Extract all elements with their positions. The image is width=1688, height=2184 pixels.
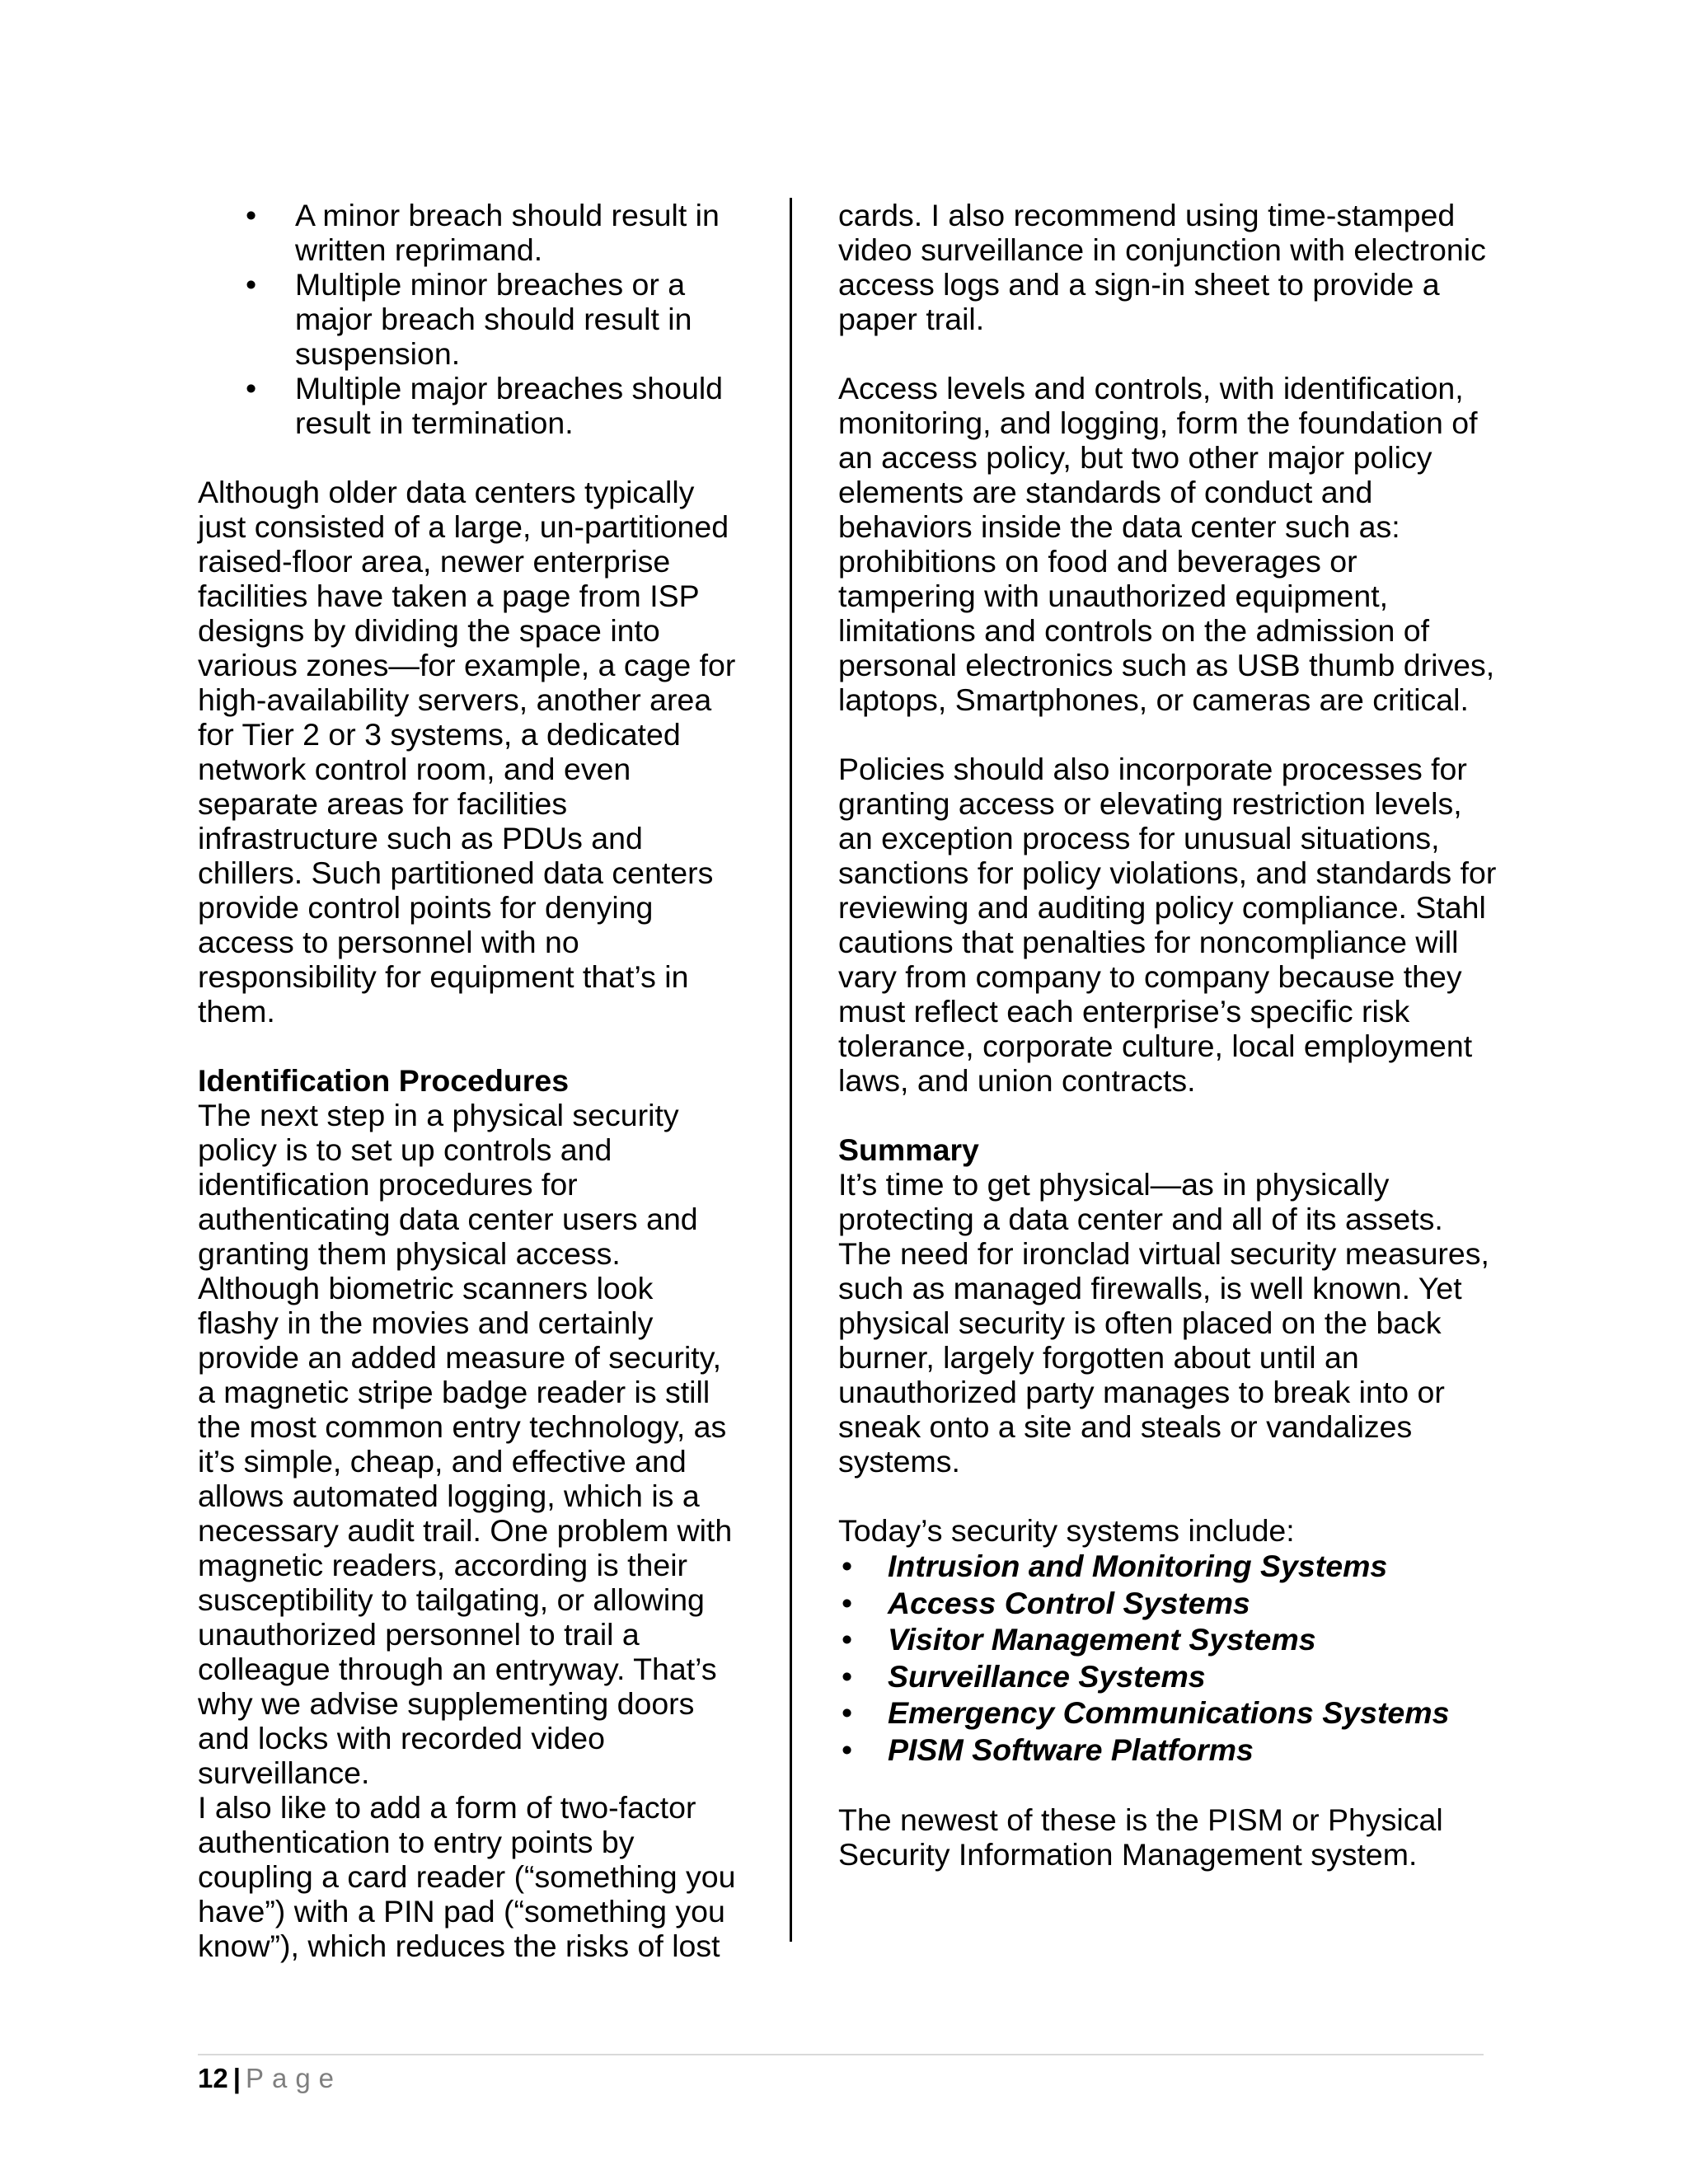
right-column xyxy=(838,198,1498,1872)
list-item: • Access Control Systems xyxy=(842,1585,1250,1620)
list-item: • Multiple major breaches should result in termination. xyxy=(246,371,724,440)
page-number: 12 xyxy=(198,2063,228,2093)
left-column xyxy=(198,198,742,1963)
list-item: • Intrusion and Monitoring Systems xyxy=(842,1549,1388,1583)
identification-heading: Identification Procedures xyxy=(198,1063,570,1098)
bullet-icon: • xyxy=(842,1695,853,1730)
bullet-icon: • xyxy=(842,1732,853,1767)
list-item: • Multiple minor breaches or a major breach should result in suspension. xyxy=(246,267,692,371)
penalty-bullet-list xyxy=(198,198,742,440)
bullet-icon: • xyxy=(246,267,257,302)
summary-paragraph: It’s time to get physical—as in physically protecting a data center and all of its assets. The need for ironclad virtual security measures, such as managed firewalls, is well known. Yet physical security is often placed on the back burner, largely forgotten about until an unauthorized party manages to break into or sneak onto a site and steals or vandalizes systems. xyxy=(838,1167,1489,1479)
list-item: • A minor breach should result in written reprimand. xyxy=(246,198,720,267)
bullet-icon: • xyxy=(246,198,257,232)
footer-separator: | xyxy=(232,2063,241,2093)
systems-intro: Today’s security systems include: xyxy=(838,1513,1295,1548)
footer-divider xyxy=(198,2054,1484,2055)
list-item: • PISM Software Platforms xyxy=(842,1732,1254,1767)
identification-paragraph: The next step in a physical security policy is to set up controls and identification procedures for authenticating data center users and granting them physical access. Although biometric scanners look flashy in the movies and certainly provide an added measure of security, a magnetic stripe badge reader is still the most common entry technology, as it’s simple, cheap, and effective and allows automated logging, which is a necessary audit trail. One problem with magnetic readers, according is their susceptibility to tailgating, or allowing unauthorized personnel to trail a colleague through an entryway. That’s why we advise supplementing doors and locks with recorded video surveillance. xyxy=(198,1098,733,1790)
bullet-icon: • xyxy=(842,1585,853,1620)
two-factor-paragraph: I also like to add a form of two-factor authentication to entry points by coupling a card reader (“something you have”) with a PIN pad (“something you know”), which reduces the risks of lost xyxy=(198,1790,736,1963)
page-footer xyxy=(198,2062,342,2095)
list-item: • Emergency Communications Systems xyxy=(842,1695,1450,1730)
page-label: Page xyxy=(245,2063,343,2093)
newest-paragraph: The newest of these is the PISM or Physical Security Information Management system. xyxy=(838,1802,1443,1872)
bullet-icon: • xyxy=(842,1622,853,1657)
bullet-icon: • xyxy=(842,1658,853,1694)
systems-list xyxy=(838,1548,1498,1768)
column-divider xyxy=(790,198,792,1942)
access-paragraph: Access levels and controls, with identification, monitoring, and logging, form the foundation of an access policy, but two other major policy elements are standards of conduct and behaviors inside the data center such as: prohibitions on food and beverages or tampering with unauthorized equipment, limitations and controls on the admission of personal electronics such as USB thumb drives, laptops, Smartphones, or cameras are critical. xyxy=(838,371,1495,717)
zones-paragraph: Although older data centers typically just consisted of a large, un-partitioned raised-floor area, newer enterprise facilities have taken a page from ISP designs by dividing the space into various zones—for example, a cage for high-availability servers, another area for Tier 2 or 3 systems, a dedicated network control room, and even separate areas for facilities infrastructure such as PDUs and chillers. Such partitioned data centers provide control points for denying access to personnel with no responsibility for equipment that’s in them. xyxy=(198,475,736,1029)
list-item: • Visitor Management Systems xyxy=(842,1622,1316,1657)
policies-paragraph: Policies should also incorporate processes for granting access or elevating restriction levels, an exception process for unusual situations, sanctions for policy violations, and standards for reviewing and auditing policy compliance. Stahl cautions that penalties for noncompliance will vary from company to company because they must reflect each enterprise’s specific risk tolerance, corporate culture, local employment laws, and union contracts. xyxy=(838,752,1497,1098)
cards-paragraph: cards. I also recommend using time-stamped video surveillance in conjunction with electronic access logs and a sign-in sheet to provide a paper trail. xyxy=(838,198,1486,336)
list-item: • Surveillance Systems xyxy=(842,1658,1206,1694)
bullet-icon: • xyxy=(842,1549,853,1583)
bullet-icon: • xyxy=(246,371,257,405)
summary-heading: Summary xyxy=(838,1132,979,1167)
